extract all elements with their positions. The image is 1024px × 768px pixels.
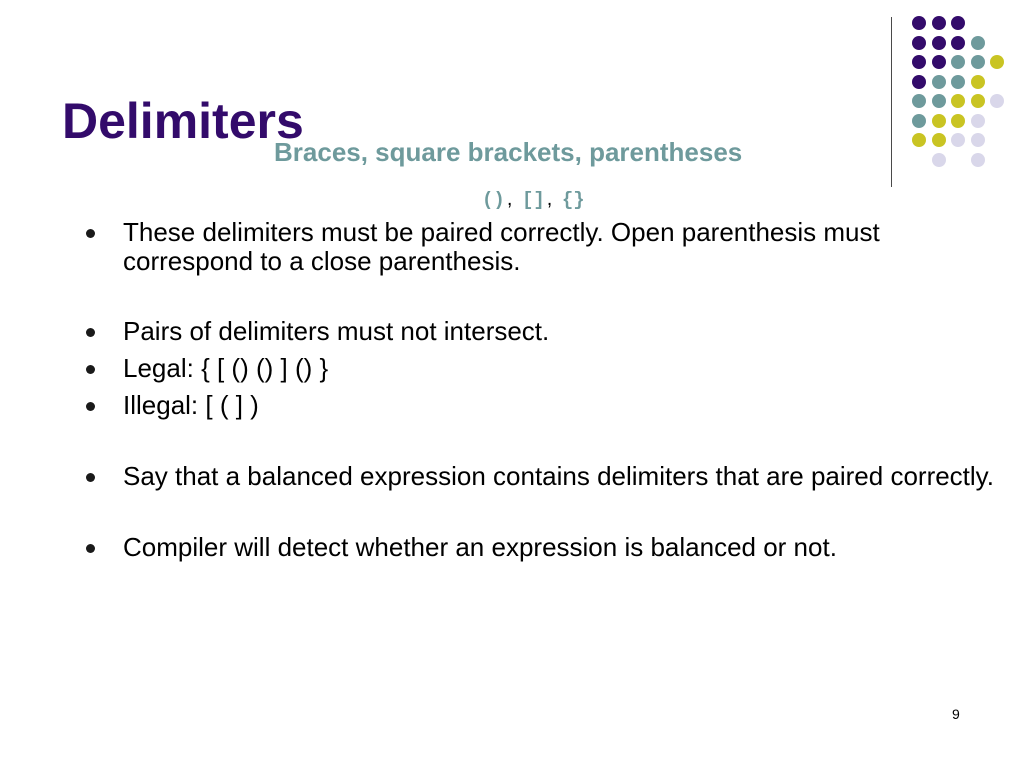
decorative-dot	[932, 153, 946, 167]
slide-subtitle: Braces, square brackets, parentheses	[274, 137, 743, 167]
decorative-dot	[912, 94, 926, 108]
braces-code: {}	[561, 189, 585, 211]
decorative-dot	[951, 55, 965, 69]
bullet-text: Illegal: [ ( ] )	[123, 390, 259, 420]
bullet-item	[86, 317, 1006, 346]
decorative-dot	[951, 114, 965, 128]
bullet-item	[86, 218, 1006, 276]
decorative-dot	[971, 133, 985, 147]
delimiter-separator: ,	[546, 188, 553, 210]
decorative-dot	[971, 94, 985, 108]
decorative-dot	[932, 55, 946, 69]
bullet-text: Legal: { [ () () ] () }	[123, 353, 329, 383]
decorative-dot	[932, 94, 946, 108]
decorative-dot	[990, 55, 1004, 69]
decorative-dot	[971, 75, 985, 89]
bullet-text: Pairs of delimiters must not intersect.	[123, 316, 550, 346]
page-number: 9	[952, 706, 960, 722]
bullet-item	[86, 391, 1006, 420]
decorative-dot	[990, 94, 1004, 108]
decorative-dot	[912, 133, 926, 147]
decorative-dot	[912, 36, 926, 50]
decorative-dot	[971, 114, 985, 128]
decorative-dot	[971, 36, 985, 50]
bullet-marker	[86, 229, 95, 238]
bullet-marker	[86, 402, 95, 411]
decorative-dot	[971, 153, 985, 167]
decorative-dot	[951, 75, 965, 89]
decorative-dot	[912, 75, 926, 89]
delimiter-examples	[482, 186, 585, 213]
bullet-marker	[86, 365, 95, 374]
decorative-dot	[932, 114, 946, 128]
decorative-dot	[951, 16, 965, 30]
bullet-marker	[86, 544, 95, 553]
decorative-dot	[971, 55, 985, 69]
decorative-dot	[951, 133, 965, 147]
slide-title: Delimiters	[62, 93, 304, 149]
square-brackets-code: []	[521, 189, 545, 211]
decorative-dot	[932, 36, 946, 50]
decorative-dot	[912, 114, 926, 128]
decorative-divider-line	[891, 17, 892, 187]
decorative-dot	[912, 55, 926, 69]
bullet-marker	[86, 473, 95, 482]
decorative-dot	[912, 16, 926, 30]
bullet-item	[86, 462, 1006, 491]
bullet-item	[86, 533, 1006, 562]
decorative-dot	[932, 75, 946, 89]
bullet-text: Compiler will detect whether an expression is balanced or not.	[123, 532, 837, 562]
decorative-dot	[932, 16, 946, 30]
bullet-text: Say that a balanced expression contains delimiters that are paired correctly.	[123, 461, 994, 491]
decorative-dot	[932, 133, 946, 147]
bullet-marker	[86, 328, 95, 337]
delimiter-separator: ,	[506, 188, 513, 210]
bullet-text: These delimiters must be paired correctly. Open parenthesis must correspond to a close parenthesis.	[123, 217, 880, 276]
decorative-dot	[951, 94, 965, 108]
bullet-list	[86, 218, 1006, 562]
decorative-dot	[951, 36, 965, 50]
bullet-item	[86, 354, 1006, 383]
parentheses-code: ()	[482, 189, 505, 211]
